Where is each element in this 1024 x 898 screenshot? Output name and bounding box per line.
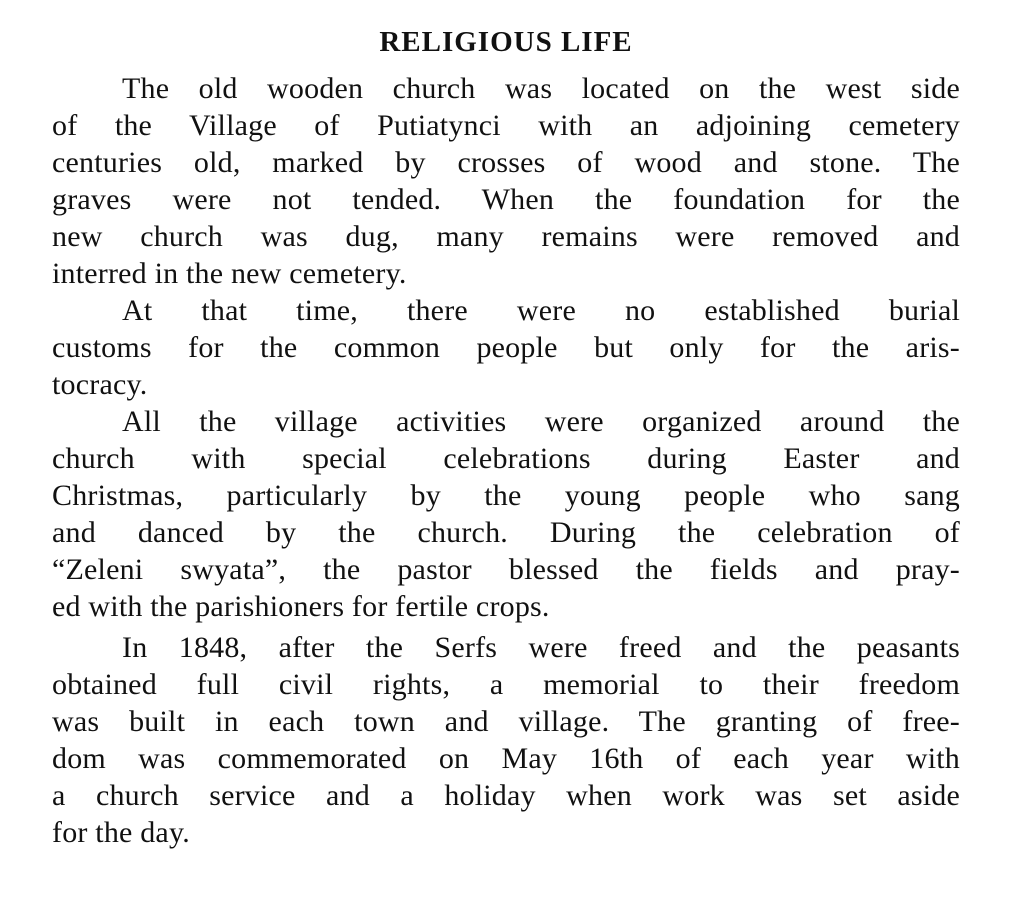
document-page bbox=[52, 22, 960, 851]
paragraph-line: Christmas, particularly by the young people who sang bbox=[52, 479, 960, 512]
paragraph-line: obtained full civil rights, a memorial to their freedom bbox=[52, 668, 960, 701]
paragraph-line: graves were not tended. When the foundation for the bbox=[52, 183, 960, 216]
paragraph-line: ed with the parishioners for fertile crops. bbox=[52, 590, 550, 623]
paragraph-4 bbox=[52, 629, 960, 851]
paragraph-line: customs for the common people but only for the aris- bbox=[52, 331, 960, 364]
paragraph-line: centuries old, marked by crosses of wood and stone. The bbox=[52, 146, 960, 179]
paragraph-line: “Zeleni swyata”, the pastor blessed the fields and pray- bbox=[52, 553, 960, 586]
paragraph-line: and danced by the church. During the celebration of bbox=[52, 516, 960, 549]
paragraph-line: In 1848, after the Serfs were freed and the peasants bbox=[122, 631, 960, 664]
paragraph-line: for the day. bbox=[52, 816, 190, 849]
paragraph-1 bbox=[52, 70, 960, 292]
paragraph-line: a church service and a holiday when work was set aside bbox=[52, 779, 960, 812]
paragraph-line: dom was commemorated on May 16th of each year with bbox=[52, 742, 960, 775]
paragraph-line: All the village activities were organized around the bbox=[122, 405, 960, 438]
paragraph-line: church with special celebrations during Easter and bbox=[52, 442, 960, 475]
paragraph-line: was built in each town and village. The granting of free- bbox=[52, 705, 960, 738]
paragraph-line: tocracy. bbox=[52, 368, 148, 401]
paragraph-3 bbox=[52, 403, 960, 625]
section-title: RELIGIOUS LIFE bbox=[379, 26, 633, 58]
paragraph-line: At that time, there were no established burial bbox=[122, 294, 960, 327]
paragraph-line: interred in the new cemetery. bbox=[52, 257, 407, 290]
paragraph-line: of the Village of Putiatynci with an adjoining cemetery bbox=[52, 109, 960, 142]
paragraph-line: The old wooden church was located on the west side bbox=[122, 72, 960, 105]
paragraph-line: new church was dug, many remains were removed and bbox=[52, 220, 960, 253]
paragraph-2 bbox=[52, 292, 960, 403]
